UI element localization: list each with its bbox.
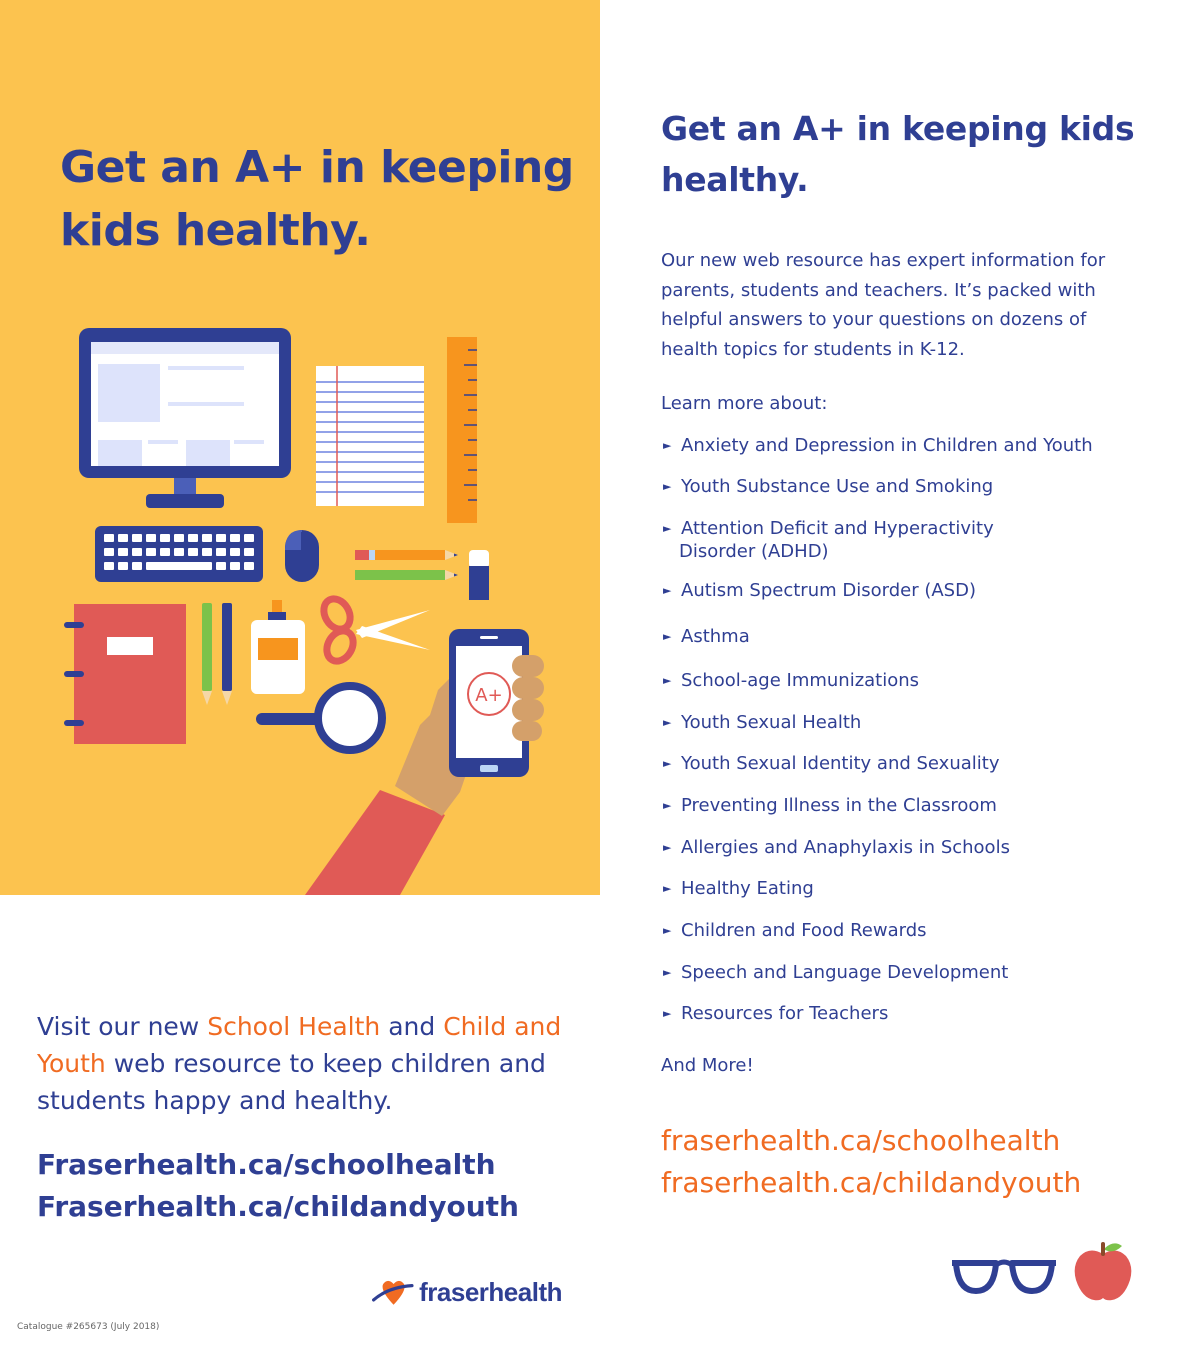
topic-label: Asthma [681,626,750,647]
bullet-arrow-icon: ► [663,584,672,597]
school-supplies-illustration [50,320,600,895]
magnifier-icon [256,686,382,750]
school-health-link[interactable]: School Health [207,1012,381,1041]
colored-pencils-icon [202,603,232,705]
glasses-icon [950,1255,1058,1299]
keyboard-icon [95,526,263,582]
bullet-arrow-icon: ► [663,674,672,687]
eraser-icon [469,550,489,600]
topic-item[interactable] [663,1002,1143,1025]
bullet-arrow-icon: ► [663,799,672,812]
glue-icon [251,600,305,694]
topic-item[interactable] [663,711,1143,734]
topic-label: Attention Deficit and Hyperactivity [681,518,994,539]
topic-item[interactable] [663,475,1143,498]
desktop-computer-icon [79,328,291,508]
intro-paragraph: Our new web resource has expert information for parents, students and teachers. It’s packed with helpful answers to your questions on dozens of health topics for students in K-12. [661,250,1106,360]
pencil-icon [355,550,458,580]
topic-item[interactable] [663,877,1143,900]
topic-item[interactable] [663,669,1143,692]
bullet-arrow-icon: ► [663,882,672,895]
topic-item[interactable] [663,961,1143,984]
topic-label: Youth Sexual Health [681,712,862,733]
ruler-icon [447,337,477,523]
bullet-arrow-icon: ► [663,716,672,729]
topic-item[interactable] [663,517,1143,563]
topic-label: Allergies and Anaphylaxis in Schools [681,837,1010,858]
topic-item[interactable] [663,434,1143,457]
phone-grade-text: A+ [475,685,503,706]
catalogue-number: Catalogue #265673 (July 2018) [17,1322,160,1332]
bullet-arrow-icon: ► [663,924,672,937]
right-url-schoolhealth[interactable]: fraserhealth.ca/schoolhealth [661,1124,1061,1157]
bullet-arrow-icon: ► [663,757,672,770]
topic-label: Resources for Teachers [681,1003,889,1024]
right-url-list [661,1120,1081,1204]
bullet-arrow-icon: ► [663,439,672,452]
and-more-text: And More! [661,1055,754,1076]
learn-more-label: Learn more about: [661,393,828,414]
bullet-arrow-icon: ► [663,966,672,979]
child-youth-link[interactable]: Child and Youth [37,1012,562,1078]
topic-item[interactable] [663,752,1143,775]
topic-item[interactable] [663,836,1143,859]
mouse-icon [285,530,319,582]
topic-item[interactable] [663,579,1143,602]
bullet-arrow-icon: ► [663,841,672,854]
logo-text-health: health [488,1276,562,1307]
apple-icon [1070,1238,1136,1304]
topic-label: School-age Immunizations [681,670,920,691]
hero-title: Get an A+ in keeping kids healthy. [60,142,574,256]
right-title: Get an A+ in keeping kids healthy. [661,109,1135,199]
promo-text [37,1008,582,1119]
promo-part-3: web resource to keep children and students happy and healthy. [37,1049,546,1115]
topic-label: Autism Spectrum Disorder (ASD) [681,580,976,601]
topic-label: Youth Sexual Identity and Sexuality [681,753,1000,774]
bullet-arrow-icon: ► [663,630,672,643]
hero-panel [0,0,600,895]
topic-label: Preventing Illness in the Classroom [681,795,997,816]
left-url-list [37,1144,582,1228]
bullet-arrow-icon: ► [663,1007,672,1020]
bullet-arrow-icon: ► [663,480,672,493]
topic-label: Healthy Eating [681,878,814,899]
topic-item[interactable] [663,625,1143,648]
promo-part-1: Visit our new [37,1012,208,1041]
notepad-icon [316,366,424,506]
fraserhealth-logo [372,1272,562,1312]
scissors-icon [319,594,430,666]
logo-text [419,1277,562,1308]
topic-label-continuation: Disorder (ADHD) [679,541,829,562]
right-url-childandyouth[interactable]: fraserhealth.ca/childandyouth [661,1166,1082,1199]
fraserhealth-logo-icon [372,1272,415,1312]
left-url-schoolhealth[interactable]: Fraserhealth.ca/schoolhealth [37,1148,496,1181]
bullet-arrow-icon: ► [663,522,672,535]
promo-part-2: and [380,1012,444,1041]
topic-label: Children and Food Rewards [681,920,927,941]
topic-label: Speech and Language Development [681,962,1009,983]
topic-label: Anxiety and Depression in Children and Youth [681,435,1093,456]
logo-text-fraser: fraser [419,1276,489,1307]
left-url-childandyouth[interactable]: Fraserhealth.ca/childandyouth [37,1190,519,1223]
topic-label: Youth Substance Use and Smoking [681,476,994,497]
topic-item[interactable] [663,794,1143,817]
topic-item[interactable] [663,919,1143,942]
notebook-icon [64,604,186,744]
